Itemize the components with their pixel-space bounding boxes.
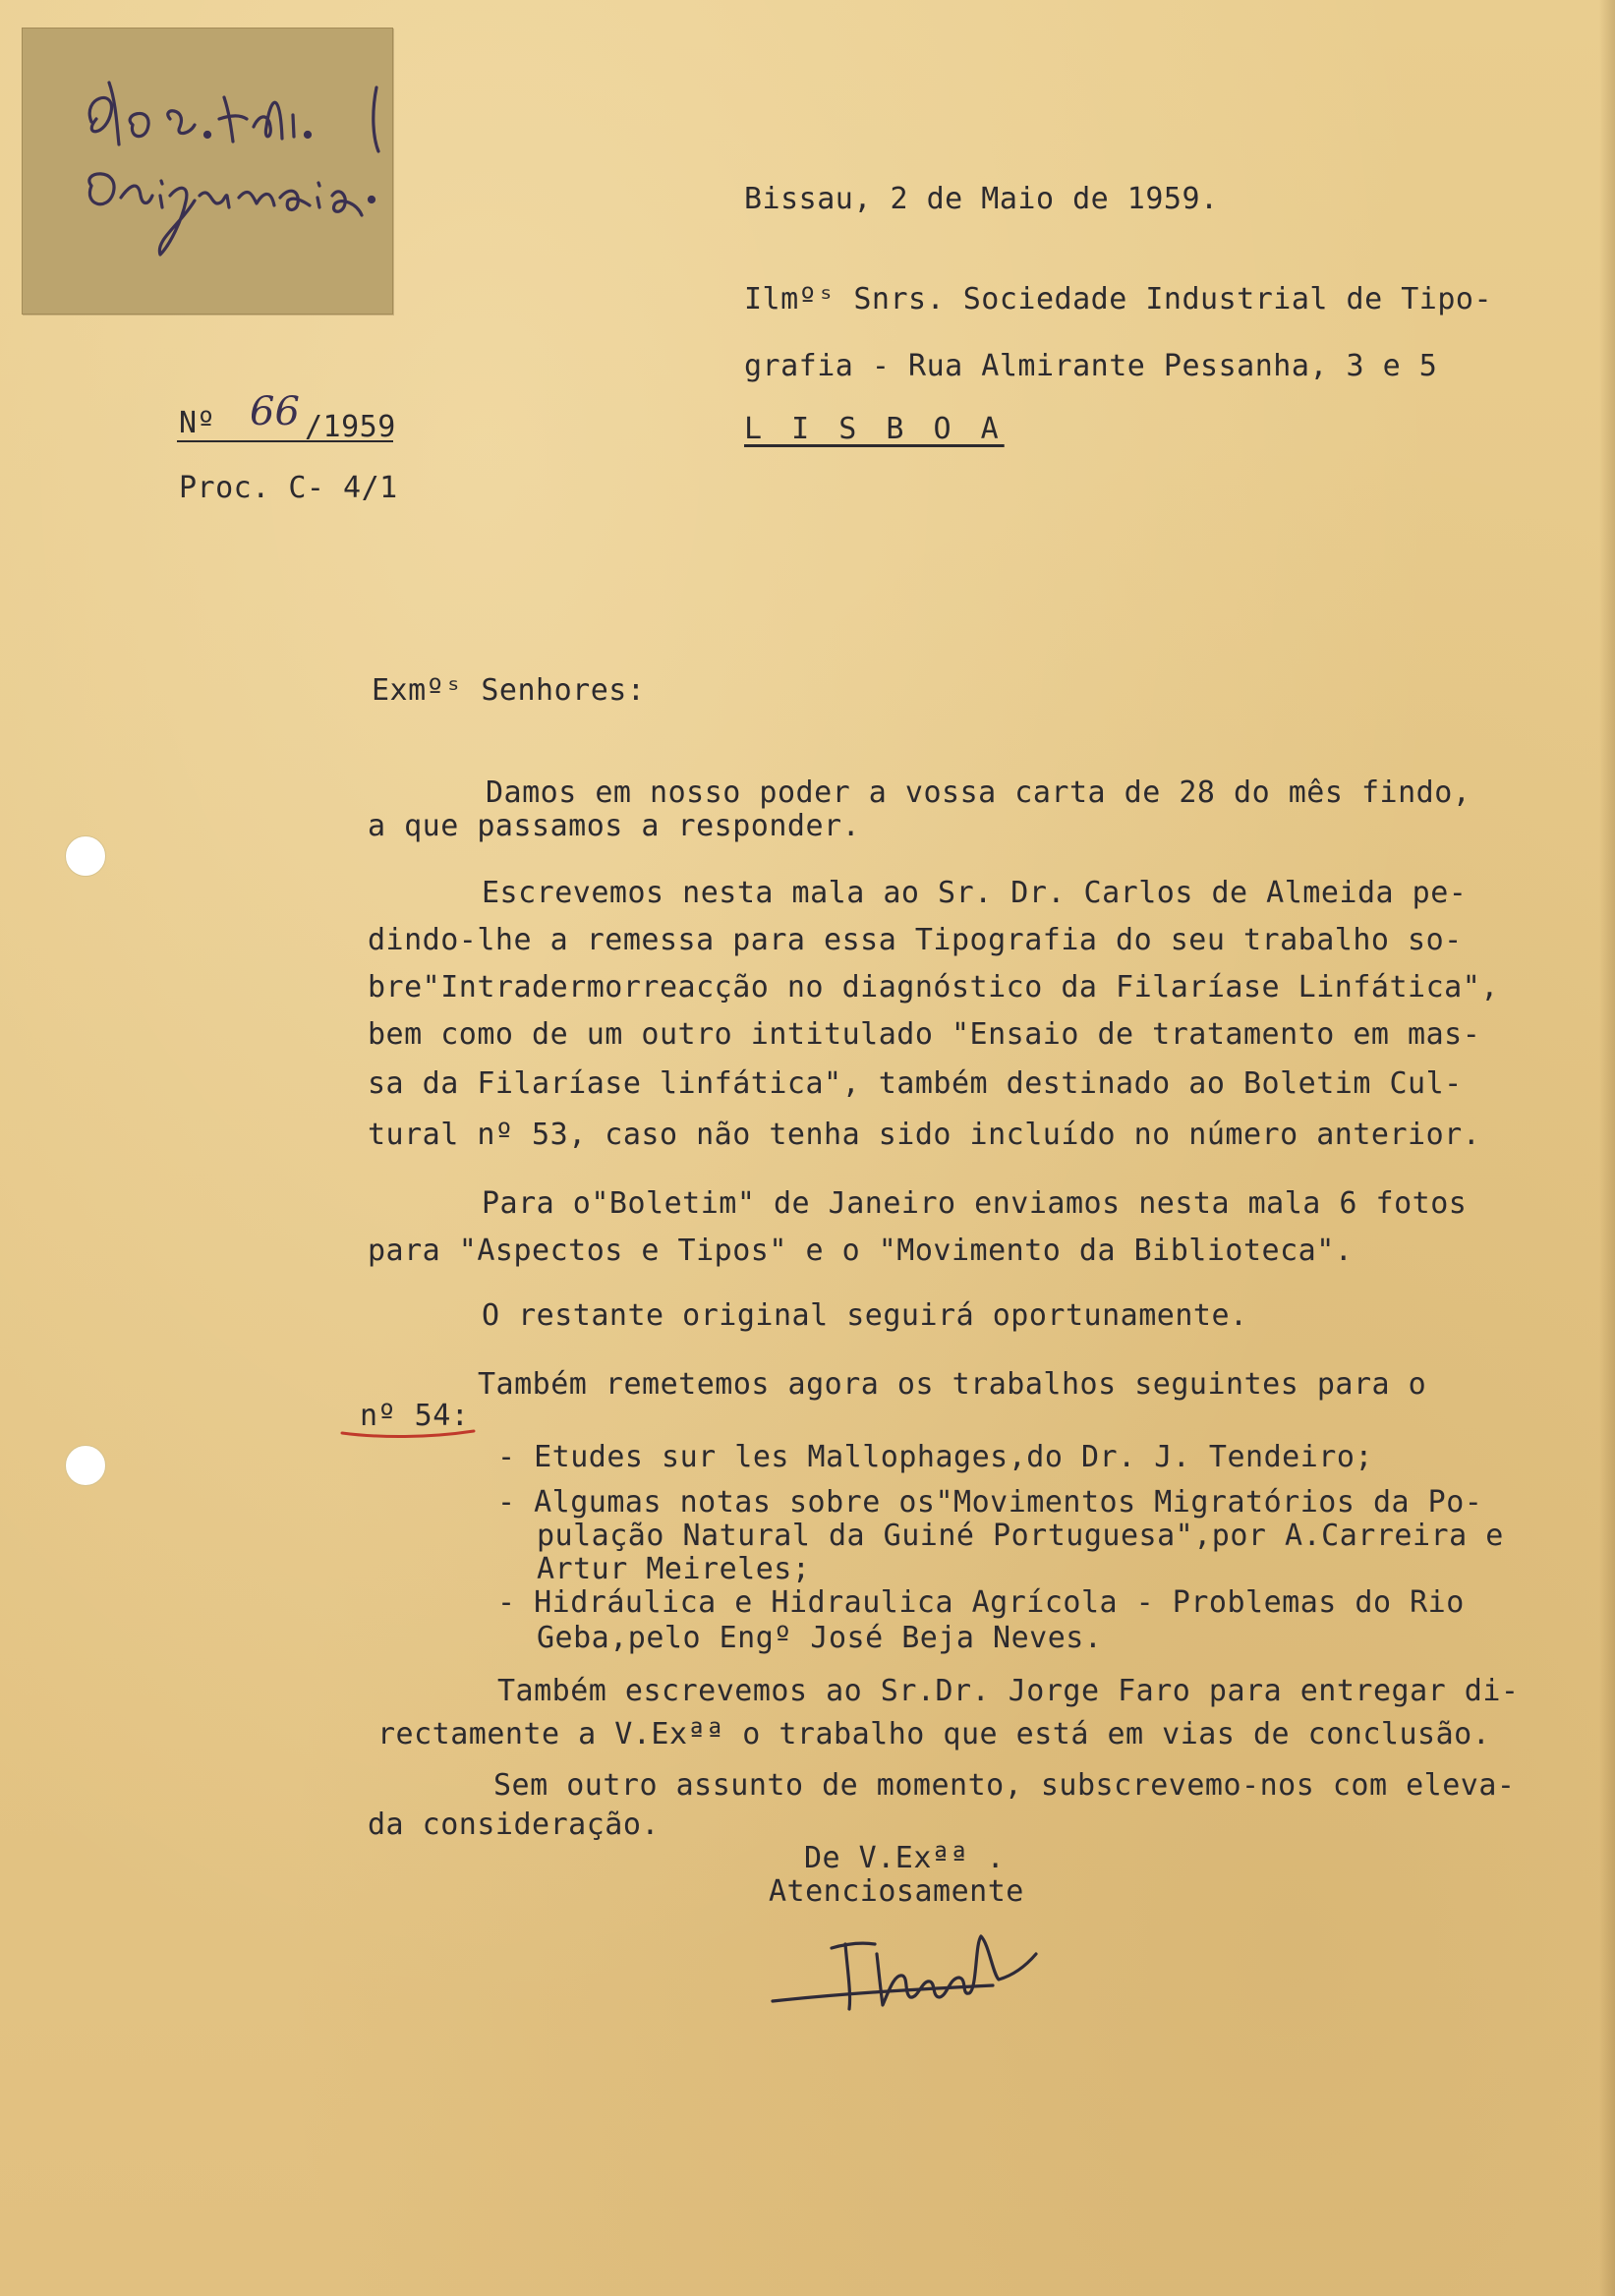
signoff-line-1: De V.Exªª . <box>804 1841 1006 1875</box>
punch-hole-top <box>65 835 106 877</box>
closing-line-3: Sem outro assunto de momento, subscrevemo-nos com eleva- <box>493 1768 1516 1803</box>
body-line-4: dindo-lhe a remessa para essa Tipografia do seu trabalho so- <box>368 923 1463 957</box>
letter-date: Bissau, 2 de Maio de 1959. <box>744 182 1219 216</box>
list-item-3b: Geba,pelo Engº José Beja Neves. <box>537 1621 1103 1655</box>
page-edge-shadow <box>1599 0 1615 2296</box>
red-pencil-underline <box>340 1427 478 1441</box>
body-line-9: Para o"Boletim" de Janeiro enviamos nesta mala 6 fotos <box>482 1186 1468 1221</box>
list-item-2a: - Algumas notas sobre os"Movimentos Migratórios da Po- <box>497 1485 1483 1520</box>
signoff-line-2: Atenciosamente <box>769 1874 1024 1909</box>
list-item-1: - Etudes sur les Mallophages,do Dr. J. Tendeiro; <box>497 1440 1373 1474</box>
handwritten-signature <box>767 1915 1101 2033</box>
list-item-2b: pulação Natural da Guiné Portuguesa",por A.Carreira e <box>537 1519 1504 1553</box>
body-line-6: bem como de um outro intitulado "Ensaio de tratamento em mas- <box>368 1017 1481 1052</box>
body-line-12: Também remetemos agora os trabalhos seguintes para o <box>478 1367 1427 1402</box>
body-line-7: sa da Filaríase linfática", também destinado ao Boletim Cul- <box>368 1066 1463 1101</box>
body-line-3: Escrevemos nesta mala ao Sr. Dr. Carlos de Almeida pe- <box>482 876 1468 910</box>
recipient-city: L I S B O A <box>744 412 1005 446</box>
reference-underline <box>177 438 395 444</box>
body-line-1: Damos em nosso poder a vossa carta de 28 do mês findo, <box>486 775 1471 810</box>
body-line-11: O restante original seguirá oportunamente. <box>482 1298 1248 1333</box>
recipient-address-line1: Ilmºˢ Snrs. Sociedade Industrial de Tipo- <box>744 282 1493 316</box>
handwritten-note <box>23 29 392 314</box>
punch-hole-bottom <box>65 1445 106 1486</box>
reference-number-handwritten: 66 <box>250 389 300 434</box>
list-item-2c: Artur Meireles; <box>537 1552 811 1586</box>
body-line-8: tural nº 53, caso não tenha sido incluído no número anterior. <box>368 1118 1481 1152</box>
body-line-5: bre"Intradermorreacção no diagnóstico da Filaríase Linfática", <box>368 970 1499 1004</box>
recipient-address-line2: grafia - Rua Almirante Pessanha, 3 e 5 <box>744 349 1438 383</box>
process-reference: Proc. C- 4/1 <box>179 471 398 505</box>
closing-line-1: Também escrevemos ao Sr.Dr. Jorge Faro para entregar di- <box>497 1674 1520 1708</box>
body-line-2: a que passamos a responder. <box>368 809 861 843</box>
closing-line-2: rectamente a V.Exªª o trabalho que está em vias de conclusão. <box>377 1717 1491 1751</box>
body-line-10: para "Aspectos e Tipos" e o "Movimento da Biblioteca". <box>368 1234 1354 1268</box>
pasted-note-label <box>22 28 393 315</box>
reference-prefix: Nº <box>179 406 216 440</box>
closing-line-4: da consideração. <box>368 1808 660 1842</box>
reference-year: /1959 <box>305 410 396 444</box>
salutation: Exmºˢ Senhores: <box>372 673 646 708</box>
list-label: nº 54: <box>360 1399 470 1433</box>
list-item-3a: - Hidráulica e Hidraulica Agrícola - Problemas do Rio <box>497 1585 1465 1620</box>
